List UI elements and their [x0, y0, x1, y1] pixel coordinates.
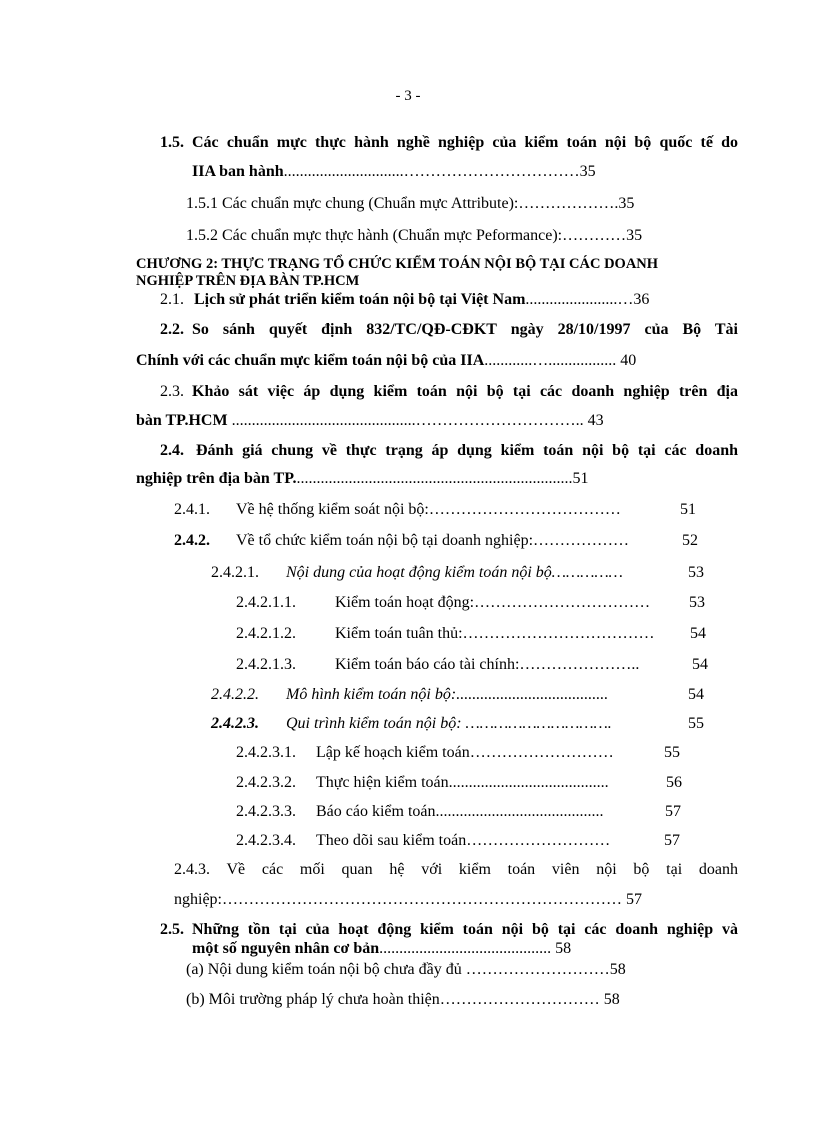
toc-entry-2-4-2-3-number: 2.4.2.3.	[211, 715, 259, 732]
toc-entry-2-4-2-1-1-number: 2.4.2.1.1.	[236, 594, 296, 611]
toc-entry-2-4-2-1-3-number: 2.4.2.1.3.	[236, 656, 296, 673]
toc-entry-2-4-2-1-2-page: 54	[690, 625, 706, 642]
toc-entry-2-4-2-3-page: 55	[688, 715, 704, 732]
toc-entry-2-5-line2	[192, 940, 571, 957]
toc-entry-2-3-number: 2.3.	[160, 383, 184, 400]
toc-entry-2-3-line1: Khảo sát việc áp dụng kiểm toán nội bộ tại các doanh nghiệp trên địa	[192, 383, 738, 400]
toc-entry-1-5-line2	[192, 162, 596, 182]
page-number: - 3 -	[395, 88, 421, 104]
toc-entry-2-4-2-3-2-number: 2.4.2.3.2.	[236, 774, 296, 791]
toc-entry-2-4-2-text: Về tổ chức kiểm toán nội bộ tại doanh nghiệp:………………	[236, 532, 630, 549]
toc-leader: .......................…36	[525, 291, 650, 308]
toc-entry-1-5-1: 1.5.1 Các chuẩn mực chung (Chuẩn mực Attribute):……………….35	[186, 195, 635, 212]
toc-entry-2-4-2-2-page: 54	[688, 686, 704, 703]
toc-leader: ..............................................………………………….. 43	[227, 412, 604, 429]
toc-entry-1-5-line1: Các chuẩn mực thực hành nghề nghiệp của kiểm toán nội bộ quốc tế do	[192, 134, 738, 151]
toc-entry-2-4-2-2-text: Mô hình kiểm toán nội bộ:......................................	[286, 686, 609, 703]
toc-entry-2-4-2-1-3-page: 54	[692, 656, 708, 673]
toc-entry-2-4-2-3-2-text: Thực hiện kiểm toán........................................	[316, 774, 609, 791]
toc-entry-2-4-2-page: 52	[682, 532, 698, 549]
toc-title: một số nguyên nhân cơ bản	[192, 940, 380, 957]
toc-entry-2-5-number: 2.5.	[160, 921, 184, 938]
toc-entry-2-4-2-3-1-number: 2.4.2.3.1.	[236, 744, 296, 761]
toc-entry-2-4-line2	[136, 469, 589, 489]
toc-title: Lịch sử phát triển kiểm toán nội bộ tại Việt Nam	[194, 291, 526, 308]
toc-leader: ............…................. 40	[484, 352, 637, 369]
toc-entry-2-4-2-3-text: Qui trình kiểm toán nội bộ: ………………………….	[286, 715, 612, 732]
toc-title: Chính với các chuẩn mực kiểm toán nội bộ của IIA	[136, 352, 485, 369]
toc-entry-2-2-line1: So sánh quyết định 832/TC/QĐ-CĐKT ngày 28/10/1997 của Bộ Tài	[192, 321, 738, 338]
toc-entry-2-4-2-3-3-text: Báo cáo kiểm toán..........................................	[316, 803, 604, 820]
toc-entry-2-2-line2	[136, 351, 636, 371]
toc-entry-2-4-2-3-3-number: 2.4.2.3.3.	[236, 803, 296, 820]
toc-entry-2-4-number: 2.4.	[160, 442, 184, 459]
chapter-2-heading-line2: NGHIỆP TRÊN ĐỊA BÀN TP.HCM	[136, 273, 360, 289]
toc-entry-2-4-1-number: 2.4.1.	[174, 501, 210, 518]
toc-entry-2-4-2-3-1-text: Lập kế hoạch kiểm toán………………………	[316, 744, 614, 761]
toc-entry-2-5-line1: Những tồn tại của hoạt động kiểm toán nội bộ tại các doanh nghiệp và	[192, 921, 738, 938]
toc-entry-2-4-2-3-4-text: Theo dõi sau kiểm toán………………………	[316, 832, 611, 849]
toc-entry-2-4-2-1-1-page: 53	[689, 594, 705, 611]
toc-entry-2-5-b: (b) Môi trường pháp lý chưa hoàn thiện………………………… 58	[186, 991, 620, 1008]
toc-title: nghiệp trên địa bàn TP.	[136, 470, 297, 487]
toc-leader: .....................................................................51	[296, 470, 589, 487]
toc-entry-2-4-2-1-3-text: Kiểm toán báo cáo tài chính:…………………..	[335, 656, 640, 673]
toc-entry-2-4-2-1-2-text: Kiểm toán tuân thủ:………………………………	[335, 625, 655, 642]
toc-entry-2-4-2-1-page: 53	[688, 564, 704, 581]
toc-entry-2-4-2-1-number: 2.4.2.1.	[211, 564, 259, 581]
toc-entry-2-4-2-3-4-number: 2.4.2.3.4.	[236, 832, 296, 849]
toc-title: IIA ban hành	[192, 163, 284, 180]
toc-title: bàn TP.HCM	[136, 412, 228, 429]
toc-entry-2-4-1-page: 51	[680, 501, 696, 518]
toc-leader: ..............................……………………………35	[283, 163, 596, 180]
toc-entry-2-4-3-line2: nghiệp:………………………………………………………………… 57	[174, 891, 642, 908]
chapter-2-heading-line1: CHƯƠNG 2: THỰC TRẠNG TỔ CHỨC KIỂM TOÁN NỘI BỘ TẠI CÁC DOANH	[136, 256, 659, 272]
toc-entry-2-4-2-number: 2.4.2.	[174, 532, 210, 549]
toc-entry-2-3-line2	[136, 411, 604, 431]
toc-entry-2-4-2-3-1-page: 55	[664, 744, 680, 761]
toc-entry-2-4-2-2-number: 2.4.2.2.	[211, 686, 259, 703]
toc-entry-2-4-2-1-1-text: Kiểm toán hoạt động:……………………………	[335, 594, 651, 611]
toc-entry-1-5-2: 1.5.2 Các chuẩn mực thực hành (Chuẩn mực Peformance):…………35	[186, 227, 643, 244]
toc-entry-2-4-2-3-3-page: 57	[665, 803, 681, 820]
toc-number: 2.1.	[160, 291, 184, 308]
toc-entry-2-4-3-line1: 2.4.3. Về các mối quan hệ với kiểm toán viên nội bộ tại doanh	[174, 861, 738, 878]
toc-entry-2-2-number: 2.2.	[160, 321, 184, 338]
toc-number: 1.5.	[160, 134, 184, 151]
toc-entry-2-4-line1: Đánh giá chung về thực trạng áp dụng kiểm toán nội bộ tại các doanh	[196, 442, 738, 459]
toc-entry-2-4-2-3-4-page: 57	[664, 832, 680, 849]
toc-entry-2-4-2-1-text: Nội dung của hoạt động kiểm toán nội bộ……………	[286, 564, 623, 581]
toc-entry-2-1	[160, 290, 649, 310]
toc-entry-2-4-2-3-2-page: 56	[666, 774, 682, 791]
toc-leader: ........................................... 58	[379, 940, 572, 957]
toc-entry-2-4-1-text: Về hệ thống kiểm soát nội bộ:………………………………	[236, 501, 621, 518]
toc-entry-2-4-2-1-2-number: 2.4.2.1.2.	[236, 625, 296, 642]
toc-entry-1-5	[160, 133, 184, 153]
toc-entry-2-5-a: (a) Nội dung kiểm toán nội bộ chưa đầy đủ ………………………58	[186, 961, 626, 978]
